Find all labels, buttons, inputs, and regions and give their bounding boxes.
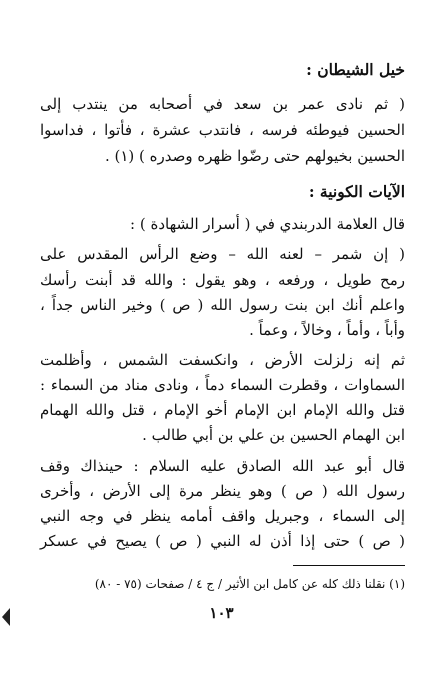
heading-devil-horses: خيل الشيطان : [306, 60, 405, 79]
text-line: قال العلامة الدربندي في ( أسرار الشهادة ) : [130, 215, 405, 233]
text-line: قال أبو عبد الله الصادق عليه السلام : حينذاك وقف [40, 457, 405, 475]
text-line: ثم إنه زلزلت الأرض ، وانكسفت الشمس ، وأظلمت [40, 351, 405, 369]
footnote: (١) نقلنا ذلك كله عن كامل ابن الأثير / ج ٤ / صفحات (٧٥ - ٨٠) [94, 577, 405, 591]
text-line: الحسين بخيولهم حتى رضّوا ظهره وصدره ) (١) . [104, 147, 405, 165]
text-line: السماوات ، وقطرت السماء دماً ، ونادى مناد من السماء : [40, 376, 405, 394]
text-line: إلى السماء ، وجبريل واقف أمامه ينظر في وجه النبي [40, 507, 405, 525]
text-line: قتل والله الإمام ابن الإمام أخو الإمام ، قتل والله الهمام [40, 401, 405, 419]
text-line: ( ثم نادى عمر بن سعد في أصحابه من ينتدب إلى [40, 95, 405, 113]
text-line: واعلم أنك ابن بنت رسول الله ( ص ) وخير الناس جداً ، [40, 296, 405, 314]
text-line: رمح طويل ، ورفعه ، وهو يقول : والله قد أبنت رأسك [40, 271, 405, 289]
text-line: ( إن شمر – لعنه الله – وضع الرأس المقدس على [40, 245, 405, 263]
text-line: ابن الهمام الحسين بن علي بن أبي طالب . [142, 426, 405, 444]
page-number: ١٠٣ [209, 604, 234, 622]
page-edge-marker [2, 608, 10, 626]
text-line: رسول الله ( ص ) وهو ينظر مرة إلى الأرض ، وأخرى [40, 482, 405, 500]
text-line: وأباً ، وأماً ، وخالاً ، وعماً . [249, 321, 405, 339]
heading-cosmic-signs: الآيات الكونية : [308, 182, 405, 201]
text-line: ( ص ) حتى إذا أذن له النبي ( ص ) يصيح في عسكر [40, 532, 405, 550]
footnote-divider [293, 565, 405, 566]
text-line: الحسين فيوطئه فرسه ، فانتدب عشرة ، فأتوا ، فداسوا [40, 121, 405, 139]
